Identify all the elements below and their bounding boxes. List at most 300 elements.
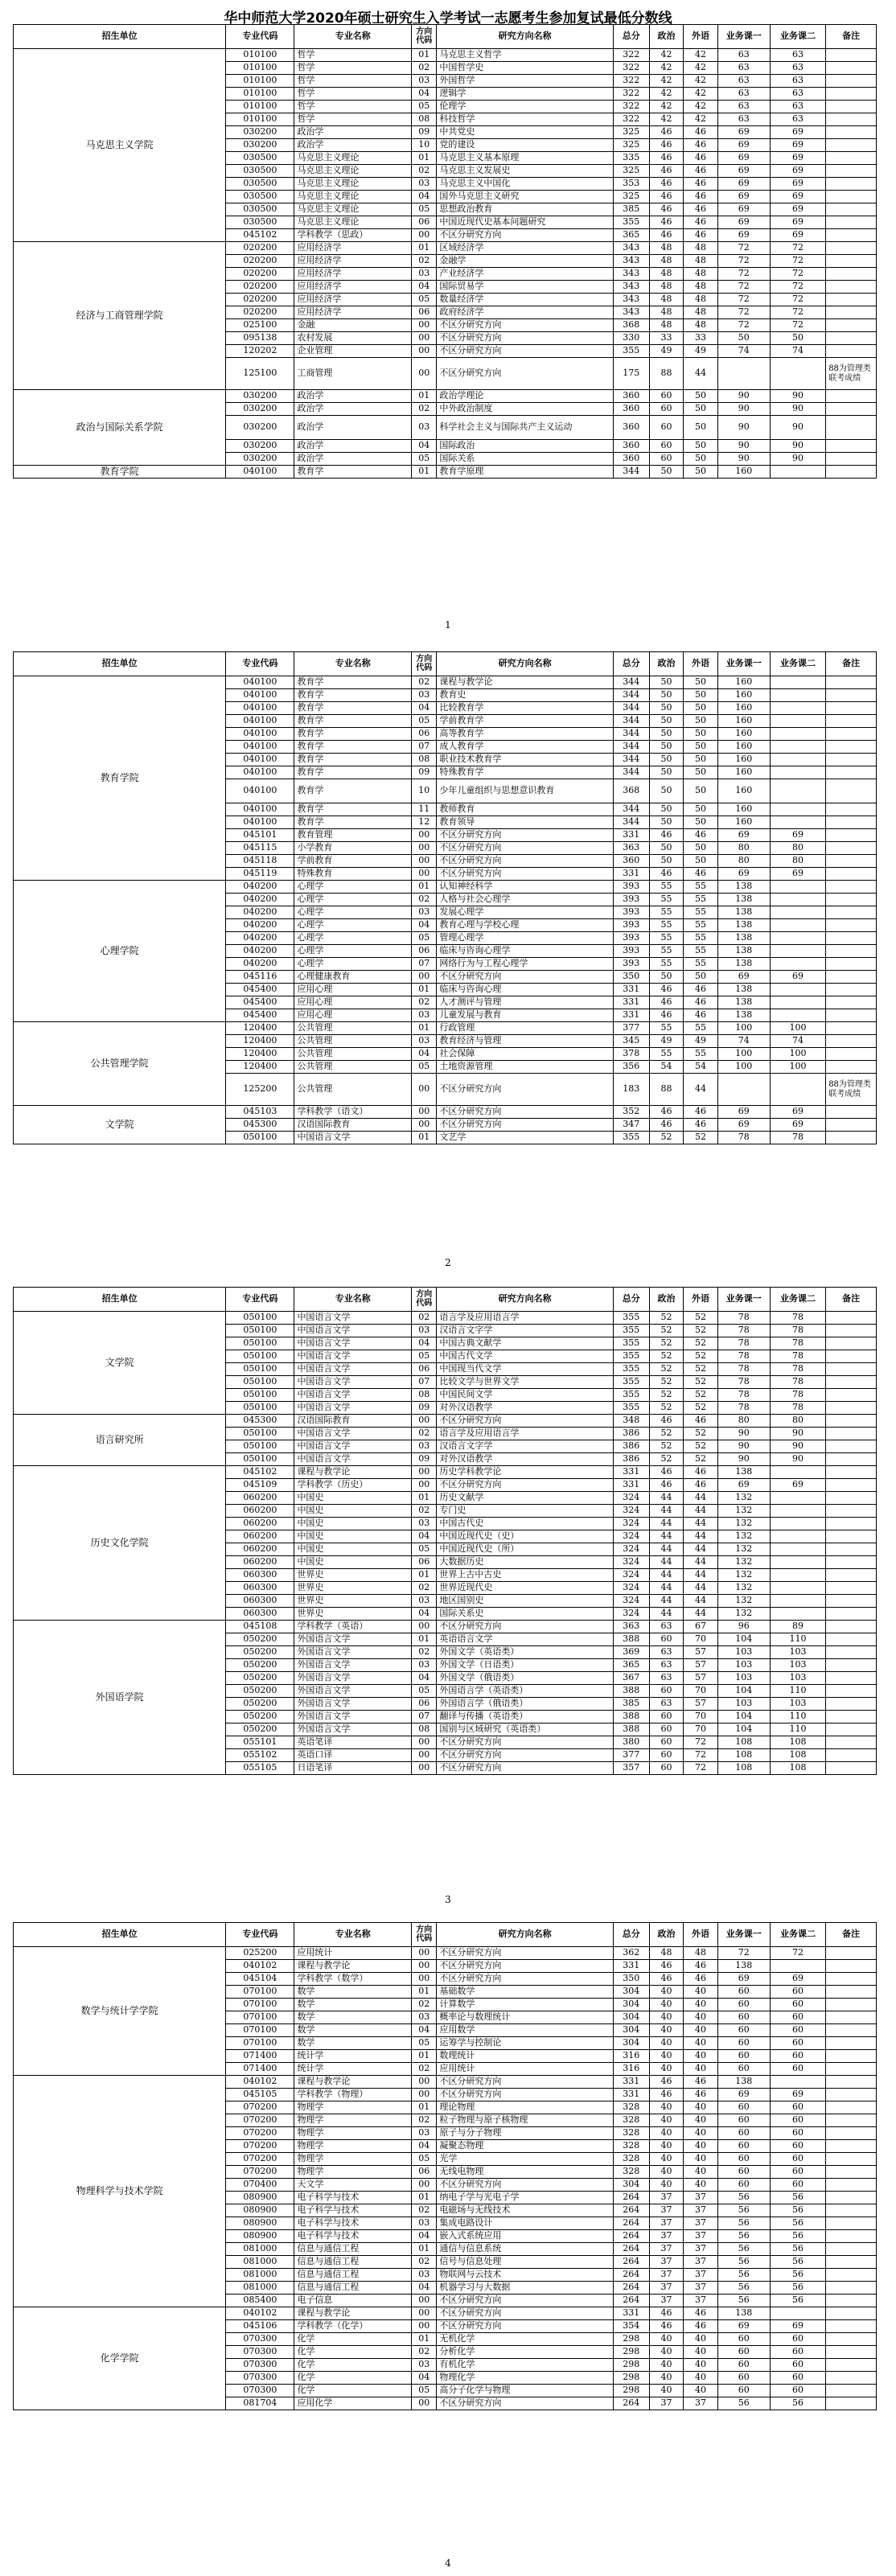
language-score: 57 — [684, 1672, 718, 1685]
major-name: 化学 — [294, 2333, 412, 2346]
politics-score: 46 — [649, 203, 684, 216]
direction-name: 中国近现代史（史） — [437, 1530, 614, 1543]
language-score: 52 — [684, 1376, 718, 1389]
politics-score: 60 — [649, 1749, 684, 1762]
major-name: 教育学 — [294, 715, 412, 728]
direction-code: 09 — [412, 126, 437, 139]
subject-two-score: 60 — [770, 2359, 825, 2372]
direction-code: 01 — [412, 1492, 437, 1505]
major-name: 心理学 — [294, 945, 412, 958]
direction-name: 中共党史 — [437, 126, 614, 139]
politics-score: 37 — [649, 2282, 684, 2295]
direction-name: 英语语言文学 — [437, 1633, 614, 1646]
remark — [826, 1402, 877, 1415]
subject-one-score: 160 — [717, 466, 770, 479]
major-code: 050200 — [226, 1711, 294, 1723]
politics-score: 37 — [649, 2243, 684, 2256]
direction-name: 高等教育学 — [437, 728, 614, 741]
column-header: 政治 — [649, 25, 684, 49]
language-score: 42 — [684, 101, 718, 113]
major-name: 信息与通信工程 — [294, 2256, 412, 2269]
major-code: 070300 — [226, 2372, 294, 2385]
major-code: 045102 — [226, 1466, 294, 1479]
subject-two-score: 110 — [770, 1723, 825, 1736]
direction-name: 不区分研究方向 — [437, 2295, 614, 2307]
language-score: 48 — [684, 268, 718, 281]
total-score: 344 — [613, 816, 649, 829]
direction-code: 04 — [412, 88, 437, 101]
major-name: 政治学 — [294, 126, 412, 139]
subject-one-score: 69 — [717, 191, 770, 203]
major-code: 045102 — [226, 229, 294, 242]
subject-two-score: 78 — [770, 1337, 825, 1350]
unit-name: 心理学院 — [14, 881, 226, 1022]
table-row — [14, 2076, 877, 2089]
major-code: 040100 — [226, 816, 294, 829]
major-name: 汉语国际教育 — [294, 1415, 412, 1428]
major-code: 050100 — [226, 1376, 294, 1389]
total-score: 343 — [613, 306, 649, 319]
subject-one-score: 132 — [717, 1505, 770, 1518]
remark — [826, 306, 877, 319]
table-row — [14, 466, 877, 479]
subject-two-score: 100 — [770, 1022, 825, 1035]
direction-code: 06 — [412, 2166, 437, 2179]
direction-code: 04 — [412, 1048, 437, 1061]
politics-score: 50 — [649, 466, 684, 479]
remark — [826, 1569, 877, 1582]
remark — [826, 2050, 877, 2063]
direction-code: 05 — [412, 2385, 437, 2397]
total-score: 368 — [613, 779, 649, 803]
major-code: 050100 — [226, 1312, 294, 1325]
major-code: 045400 — [226, 996, 294, 1009]
subject-two-score: 72 — [770, 306, 825, 319]
major-code: 040102 — [226, 2076, 294, 2089]
remark: 88为管理类联考成绩 — [826, 1074, 877, 1106]
direction-code: 05 — [412, 1685, 437, 1698]
politics-score: 60 — [649, 390, 684, 403]
politics-score: 42 — [649, 49, 684, 62]
subject-one-score: 72 — [717, 306, 770, 319]
major-code: 045300 — [226, 1415, 294, 1428]
politics-score: 44 — [649, 1492, 684, 1505]
direction-name: 马克思主义发展史 — [437, 165, 614, 178]
language-score: 37 — [684, 2295, 718, 2307]
total-score: 343 — [613, 255, 649, 268]
subject-one-score: 90 — [717, 1453, 770, 1466]
subject-one-score: 132 — [717, 1608, 770, 1621]
major-name: 应用心理 — [294, 1009, 412, 1022]
major-name: 政治学 — [294, 390, 412, 403]
direction-name: 集成电路设计 — [437, 2217, 614, 2230]
major-code: 030200 — [226, 139, 294, 152]
major-name: 马克思主义理论 — [294, 165, 412, 178]
direction-name: 发展心理学 — [437, 906, 614, 919]
direction-code: 00 — [412, 2320, 437, 2333]
subject-one-score: 108 — [717, 1762, 770, 1775]
subject-one-score: 138 — [717, 945, 770, 958]
total-score: 343 — [613, 242, 649, 255]
language-score: 48 — [684, 319, 718, 332]
total-score: 365 — [613, 229, 649, 242]
major-name: 外国语言文学 — [294, 1685, 412, 1698]
major-name: 物理学 — [294, 2127, 412, 2140]
subject-two-score: 110 — [770, 1685, 825, 1698]
subject-one-score: 138 — [717, 919, 770, 932]
direction-name: 地区国别史 — [437, 1595, 614, 1608]
subject-two-score: 60 — [770, 2153, 825, 2166]
remark — [826, 1106, 877, 1119]
direction-code: 04 — [412, 1337, 437, 1350]
subject-two-score — [770, 766, 825, 779]
total-score: 264 — [613, 2204, 649, 2217]
subject-one-score: 90 — [717, 1440, 770, 1453]
politics-score: 88 — [649, 358, 684, 390]
language-score: 70 — [684, 1711, 718, 1723]
direction-name: 翻译与传播（英语类） — [437, 1711, 614, 1723]
subject-one-score: 56 — [717, 2243, 770, 2256]
politics-score: 52 — [649, 1350, 684, 1363]
subject-two-score: 72 — [770, 268, 825, 281]
direction-name: 世界近现代史 — [437, 1582, 614, 1595]
politics-score: 63 — [649, 1646, 684, 1659]
politics-score: 50 — [649, 728, 684, 741]
direction-code: 04 — [412, 2230, 437, 2243]
subject-one-score: 160 — [717, 715, 770, 728]
language-score: 50 — [684, 440, 718, 453]
column-header: 研究方向名称 — [437, 1923, 614, 1947]
table-row — [14, 390, 877, 403]
politics-score: 52 — [649, 1363, 684, 1376]
direction-code: 01 — [412, 390, 437, 403]
language-score: 44 — [684, 1530, 718, 1543]
language-score: 42 — [684, 49, 718, 62]
remark — [826, 1556, 877, 1569]
direction-code: 00 — [412, 868, 437, 881]
subject-one-score: 60 — [717, 2179, 770, 2192]
language-score: 46 — [684, 191, 718, 203]
major-name: 中国史 — [294, 1505, 412, 1518]
major-name: 世界史 — [294, 1569, 412, 1582]
politics-score: 48 — [649, 306, 684, 319]
direction-name: 不区分研究方向 — [437, 971, 614, 984]
major-code: 020200 — [226, 306, 294, 319]
subject-two-score: 69 — [770, 152, 825, 165]
subject-two-score — [770, 984, 825, 996]
direction-name: 国别与区域研究（英语类） — [437, 1723, 614, 1736]
major-code: 020200 — [226, 294, 294, 306]
direction-name: 分析化学 — [437, 2346, 614, 2359]
major-code: 010100 — [226, 62, 294, 75]
direction-code: 04 — [412, 281, 437, 294]
total-score: 388 — [613, 1723, 649, 1736]
column-header: 专业名称 — [294, 1288, 412, 1312]
direction-code: 06 — [412, 728, 437, 741]
total-score: 264 — [613, 2295, 649, 2307]
column-header: 政治 — [649, 1288, 684, 1312]
remark — [826, 191, 877, 203]
direction-code: 00 — [412, 1749, 437, 1762]
remark — [826, 1999, 877, 2011]
total-score: 264 — [613, 2282, 649, 2295]
language-score: 70 — [684, 1723, 718, 1736]
subject-one-score: 78 — [717, 1376, 770, 1389]
politics-score: 60 — [649, 403, 684, 416]
subject-two-score: 110 — [770, 1711, 825, 1723]
direction-code: 00 — [412, 1479, 437, 1492]
language-score: 48 — [684, 281, 718, 294]
major-name: 中国语言文学 — [294, 1376, 412, 1389]
total-score: 331 — [613, 1960, 649, 1973]
subject-two-score — [770, 1505, 825, 1518]
major-name: 教育学 — [294, 779, 412, 803]
direction-code: 00 — [412, 2076, 437, 2089]
total-score: 324 — [613, 1543, 649, 1556]
language-score: 44 — [684, 1492, 718, 1505]
direction-name: 无线电物理 — [437, 2166, 614, 2179]
total-score: 354 — [613, 2320, 649, 2333]
subject-one-score: 69 — [717, 1119, 770, 1132]
politics-score: 46 — [649, 2076, 684, 2089]
direction-name: 人才测评与管理 — [437, 996, 614, 1009]
total-score: 324 — [613, 1569, 649, 1582]
major-code: 050100 — [226, 1350, 294, 1363]
total-score: 343 — [613, 268, 649, 281]
direction-name: 管理心理学 — [437, 932, 614, 945]
language-score: 46 — [684, 1973, 718, 1986]
major-code: 055102 — [226, 1749, 294, 1762]
score-table — [13, 651, 877, 1144]
language-score: 50 — [684, 702, 718, 715]
remark — [826, 2320, 877, 2333]
major-name: 化学 — [294, 2372, 412, 2385]
subject-two-score — [770, 1960, 825, 1973]
direction-code: 02 — [412, 1505, 437, 1518]
subject-two-score — [770, 715, 825, 728]
total-score: 355 — [613, 1402, 649, 1415]
direction-code: 00 — [412, 229, 437, 242]
politics-score: 52 — [649, 1428, 684, 1440]
direction-code: 01 — [412, 2243, 437, 2256]
politics-score: 52 — [649, 1312, 684, 1325]
subject-one-score: 103 — [717, 1659, 770, 1672]
total-score: 344 — [613, 728, 649, 741]
total-score: 328 — [613, 2153, 649, 2166]
total-score: 322 — [613, 75, 649, 88]
major-code: 045300 — [226, 1119, 294, 1132]
major-code: 070300 — [226, 2385, 294, 2397]
total-score: 328 — [613, 2140, 649, 2153]
major-name: 中国语言文学 — [294, 1453, 412, 1466]
major-code: 045108 — [226, 1621, 294, 1633]
politics-score: 50 — [649, 803, 684, 816]
score-table — [13, 1922, 877, 2410]
column-header: 专业名称 — [294, 25, 412, 49]
major-name: 外国语言文学 — [294, 1672, 412, 1685]
subject-one-score: 160 — [717, 702, 770, 715]
major-code: 045119 — [226, 868, 294, 881]
language-score: 52 — [684, 1402, 718, 1415]
language-score: 42 — [684, 113, 718, 126]
subject-one-score: 138 — [717, 1466, 770, 1479]
direction-name: 不区分研究方向 — [437, 1621, 614, 1633]
major-name: 应用心理 — [294, 984, 412, 996]
direction-name: 马克思主义哲学 — [437, 49, 614, 62]
politics-score: 52 — [649, 1132, 684, 1144]
subject-two-score: 56 — [770, 2217, 825, 2230]
direction-code: 02 — [412, 1999, 437, 2011]
major-code: 050200 — [226, 1659, 294, 1672]
direction-code: 01 — [412, 49, 437, 62]
subject-two-score: 60 — [770, 1999, 825, 2011]
major-name: 世界史 — [294, 1582, 412, 1595]
politics-score: 63 — [649, 1621, 684, 1633]
major-code: 080900 — [226, 2204, 294, 2217]
remark — [826, 2192, 877, 2204]
major-name: 学科教学（化学） — [294, 2320, 412, 2333]
language-score: 55 — [684, 919, 718, 932]
total-score: 353 — [613, 178, 649, 191]
major-code: 040200 — [226, 945, 294, 958]
major-code: 020200 — [226, 268, 294, 281]
total-score: 264 — [613, 2256, 649, 2269]
remark — [826, 2140, 877, 2153]
politics-score: 40 — [649, 2359, 684, 2372]
major-code: 070200 — [226, 2114, 294, 2127]
major-name: 应用统计 — [294, 1947, 412, 1960]
direction-name: 无机化学 — [437, 2333, 614, 2346]
politics-score: 46 — [649, 178, 684, 191]
major-name: 中国史 — [294, 1530, 412, 1543]
language-score: 46 — [684, 229, 718, 242]
column-header: 招生单位 — [14, 652, 226, 676]
total-score: 343 — [613, 281, 649, 294]
major-name: 教育学 — [294, 766, 412, 779]
total-score: 322 — [613, 49, 649, 62]
major-code: 070300 — [226, 2346, 294, 2359]
major-code: 045104 — [226, 1973, 294, 1986]
politics-score: 55 — [649, 894, 684, 906]
remark — [826, 971, 877, 984]
language-score: 50 — [684, 453, 718, 466]
major-name: 政治学 — [294, 416, 412, 440]
language-score: 50 — [684, 741, 718, 754]
direction-name: 原子与分子物理 — [437, 2127, 614, 2140]
subject-one-score: 78 — [717, 1132, 770, 1144]
direction-code: 02 — [412, 2346, 437, 2359]
subject-one-score: 69 — [717, 2320, 770, 2333]
direction-code: 02 — [412, 403, 437, 416]
column-header: 专业代码 — [226, 25, 294, 49]
direction-name: 临床与咨询心理学 — [437, 945, 614, 958]
direction-code: 01 — [412, 1569, 437, 1582]
subject-two-score: 78 — [770, 1325, 825, 1337]
politics-score: 55 — [649, 932, 684, 945]
major-code: 040100 — [226, 741, 294, 754]
major-code: 120400 — [226, 1061, 294, 1074]
total-score: 377 — [613, 1749, 649, 1762]
politics-score: 60 — [649, 1762, 684, 1775]
major-code: 040200 — [226, 958, 294, 971]
language-score: 55 — [684, 958, 718, 971]
table-row — [14, 2307, 877, 2320]
remark — [826, 1685, 877, 1698]
remark — [826, 2076, 877, 2089]
remark — [826, 1633, 877, 1646]
direction-code: 05 — [412, 2153, 437, 2166]
direction-name: 机器学习与大数据 — [437, 2282, 614, 2295]
direction-code: 04 — [412, 2024, 437, 2037]
politics-score: 49 — [649, 345, 684, 358]
subject-one-score: 69 — [717, 152, 770, 165]
total-score: 393 — [613, 945, 649, 958]
subject-one-score: 56 — [717, 2269, 770, 2282]
language-score: 70 — [684, 1685, 718, 1698]
major-name: 化学 — [294, 2385, 412, 2397]
direction-code: 01 — [412, 2192, 437, 2204]
language-score: 46 — [684, 868, 718, 881]
major-code: 080900 — [226, 2192, 294, 2204]
remark — [826, 1582, 877, 1595]
total-score: 331 — [613, 2307, 649, 2320]
major-name: 公共管理 — [294, 1074, 412, 1106]
total-score: 324 — [613, 1505, 649, 1518]
language-score: 48 — [684, 1947, 718, 1960]
direction-name: 凝聚态物理 — [437, 2140, 614, 2153]
subject-two-score: 69 — [770, 126, 825, 139]
subject-one-score: 69 — [717, 868, 770, 881]
remark — [826, 1736, 877, 1749]
politics-score: 48 — [649, 1947, 684, 1960]
table-row — [14, 1415, 877, 1428]
direction-name: 不区分研究方向 — [437, 829, 614, 842]
direction-name: 纳电子学与光电子学 — [437, 2192, 614, 2204]
remark — [826, 62, 877, 75]
politics-score: 50 — [649, 715, 684, 728]
major-code: 020200 — [226, 242, 294, 255]
subject-two-score: 100 — [770, 1048, 825, 1061]
remark — [826, 1119, 877, 1132]
language-score: 72 — [684, 1736, 718, 1749]
direction-code: 05 — [412, 101, 437, 113]
major-code: 045116 — [226, 971, 294, 984]
direction-name: 党的建设 — [437, 139, 614, 152]
direction-name: 社会保障 — [437, 1048, 614, 1061]
subject-one-score: 80 — [717, 1415, 770, 1428]
direction-name: 对外汉语教学 — [437, 1453, 614, 1466]
direction-code: 00 — [412, 2307, 437, 2320]
major-name: 物理学 — [294, 2101, 412, 2114]
total-score: 347 — [613, 1119, 649, 1132]
direction-name: 教育领导 — [437, 816, 614, 829]
total-score: 304 — [613, 1999, 649, 2011]
major-code: 040200 — [226, 881, 294, 894]
direction-name: 不区分研究方向 — [437, 1074, 614, 1106]
direction-code: 00 — [412, 1947, 437, 1960]
subject-two-score: 103 — [770, 1646, 825, 1659]
table-page-1 — [13, 24, 883, 631]
language-score: 40 — [684, 2166, 718, 2179]
politics-score: 37 — [649, 2230, 684, 2243]
politics-score: 46 — [649, 2320, 684, 2333]
subject-two-score: 60 — [770, 2063, 825, 2076]
politics-score: 48 — [649, 319, 684, 332]
subject-one-score: 69 — [717, 1106, 770, 1119]
politics-score: 55 — [649, 881, 684, 894]
remark — [826, 1035, 877, 1048]
unit-name: 化学学院 — [14, 2307, 226, 2410]
